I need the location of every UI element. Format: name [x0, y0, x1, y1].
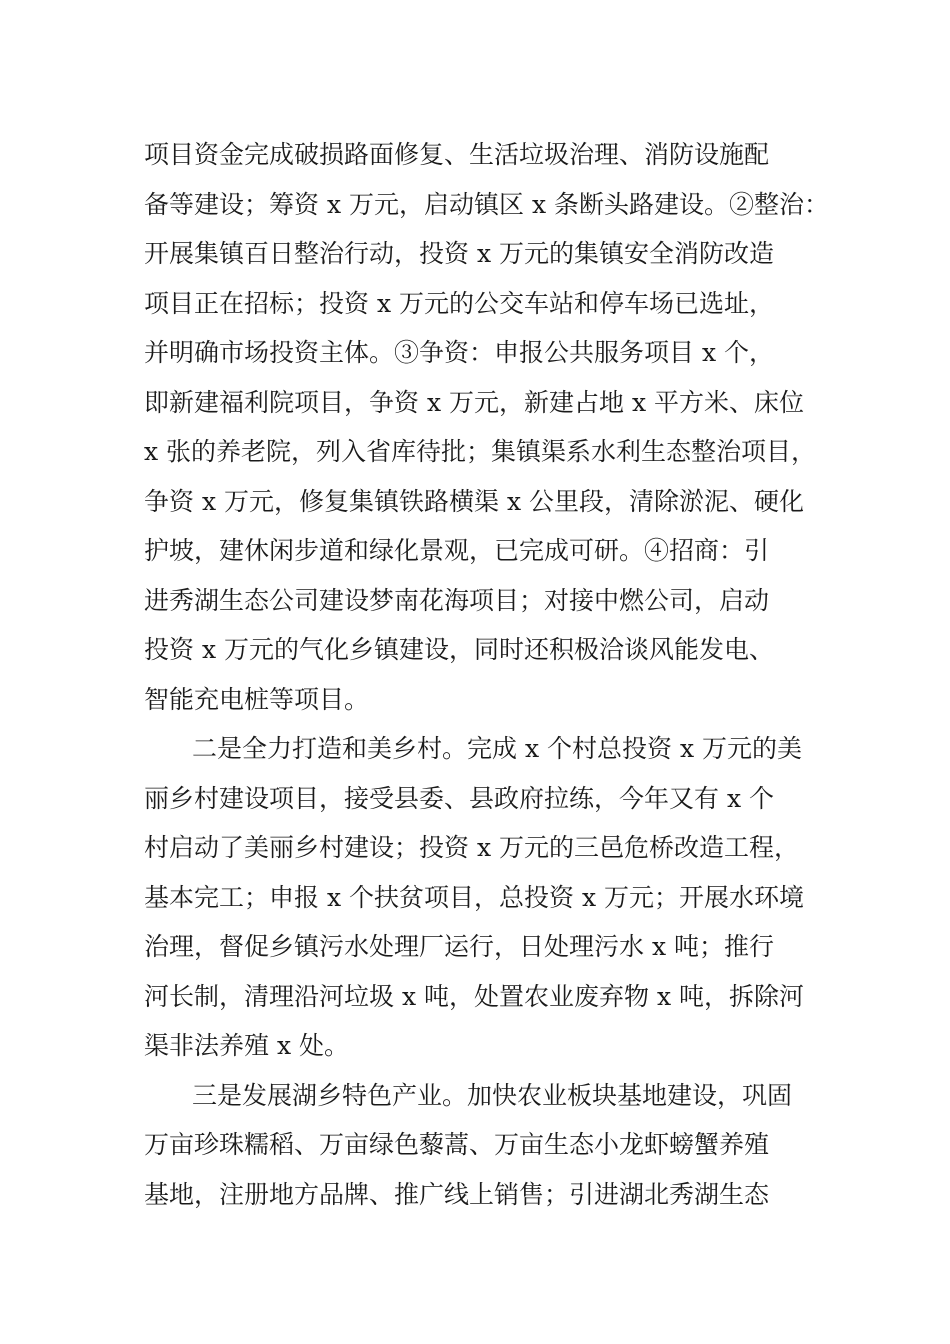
- text-line: 并明确市场投资主体。③争资：申报公共服务项目 x 个，: [144, 338, 774, 367]
- text-line: 备等建设；筹资 x 万元，启动镇区 x 条断头路建设。②整治：: [144, 189, 829, 219]
- text-line: 丽乡村建设项目，接受县委、县政府拉练，今年又有 x 个: [144, 783, 774, 813]
- text-line: 项目资金完成破损路面修复、生活垃圾治理、消防设施配: [144, 140, 770, 169]
- text-line: 治理，督促乡镇污水处理厂运行，日处理污水 x 吨；推行: [144, 932, 774, 961]
- text-line: 渠非法养殖 x 处。: [144, 1031, 349, 1060]
- text-line: 万亩珍珠糯稻、万亩绿色藜蒿、万亩生态小龙虾螃蟹养殖: [144, 1130, 770, 1159]
- text-line: 开展集镇百日整治行动，投资 x 万元的集镇安全消防改造: [144, 239, 774, 268]
- text-line: 项目正在招标；投资 x 万元的公交车站和停车场已选址，: [144, 288, 774, 318]
- document-body: [144, 130, 829, 1219]
- text-line: 投资 x 万元的气化乡镇建设，同时还积极洽谈风能发电、: [144, 635, 774, 664]
- paragraph-2: [144, 724, 820, 1071]
- text-line: 进秀湖生态公司建设梦南花海项目；对接中燃公司，启动: [144, 585, 770, 615]
- text-line: 河长制，清理沿河垃圾 x 吨，处置农业废弃物 x 吨，拆除河: [144, 981, 804, 1011]
- text-line: 村启动了美丽乡村建设；投资 x 万元的三邑危桥改造工程，: [144, 833, 799, 862]
- text-line: 基地，注册地方品牌、推广线上销售；引进湖北秀湖生态: [144, 1179, 770, 1209]
- text-line: 即新建福利院项目，争资 x 万元，新建占地 x 平方米、床位: [144, 387, 804, 417]
- text-line: 争资 x 万元，修复集镇铁路横渠 x 公里段，清除淤泥、硬化: [144, 486, 804, 516]
- paragraph-3: [144, 1071, 820, 1220]
- text-line: 智能充电桩等项目。: [144, 684, 370, 714]
- text-line: x 张的养老院，列入省库待批；集镇渠系水利生态整治项目，: [144, 437, 817, 466]
- text-line: 护坡，建休闲步道和绿化景观，已完成可研。④招商：引: [144, 536, 770, 565]
- text-line: 二是全力打造和美乡村。完成 x 个村总投资 x 万元的美: [192, 734, 802, 763]
- text-line: 三是发展湖乡特色产业。加快农业板块基地建设，巩固: [192, 1080, 793, 1110]
- paragraph-1: [144, 130, 829, 724]
- text-line: 基本完工；申报 x 个扶贫项目，总投资 x 万元；开展水环境: [144, 882, 804, 912]
